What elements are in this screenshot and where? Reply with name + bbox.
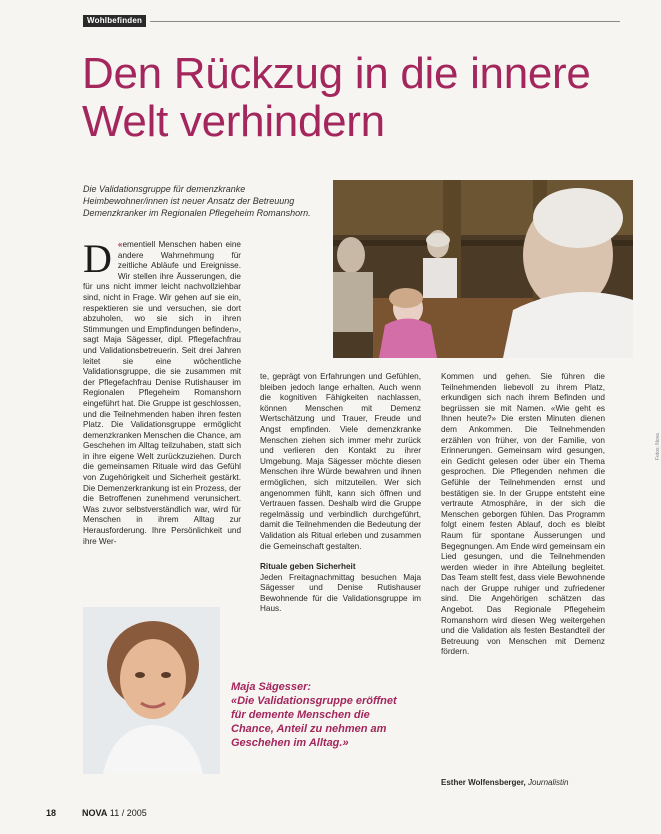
section-rule xyxy=(150,21,620,22)
article-title: Den Rückzug in die innere Welt verhindern xyxy=(82,49,591,146)
footer-magazine xyxy=(82,808,147,818)
dropcap: D xyxy=(83,236,112,281)
photo-credit: Fotos: Nova xyxy=(655,433,661,460)
caption-quote: «Die Validationsgruppe eröffnet für demente Menschen die Chance, Anteil zu nehmen am Geschehen im Alltag.» xyxy=(231,695,397,749)
caption-name: Maja Sägesser: xyxy=(231,681,312,693)
article-column-3 xyxy=(441,372,605,658)
magazine-name: NOVA xyxy=(82,808,108,818)
issue-number: 11 / 2005 xyxy=(109,808,147,818)
portrait-photo xyxy=(83,607,220,774)
subheading: Rituale geben Sicherheit xyxy=(260,562,356,572)
opening-quote-mark: « xyxy=(117,240,123,249)
article-lead: Die Validationsgruppe für demenzkranke Heimbewohner/innen ist neuer Ansatz der Betreuung Demenzkranker im Regionalen Pflegeheim Romanshorn. xyxy=(83,184,311,218)
photo-illustration xyxy=(333,180,633,358)
page-number: 18 xyxy=(46,808,57,818)
column-2-text-2: Jeden Freitagnachmittag besuchen Maja Sägesser und Denise Rutishauser Bewohnende für die Validationsgruppe im Haus. xyxy=(260,572,421,614)
column-1-text: ementiell Menschen haben eine andere Wahrnehmung für zeitliche Abläufe und Ereignisse. Wir stellen ihre Äusserungen, die für uns nicht immer leicht nachvollziehbar sind, nicht in Frage. Wir gehen auf sie ein, respektieren sie und versuchen, sie dort abzuholen, wo sie sich in ihren Stimmungen und Empfindungen befinden», sagt Maja Sägesser, dipl. Pflegefachfrau und Validationsbetreuerin. Seit drei Jahren leitet sie eine wöchentliche Validationsgruppe, die sie zusammen mit der Pflegefachfrau Denise Rutishauser im Regionalen Pflegeheim Romanshorn eingeführt hat. Die Gruppe ist geschlossen, und die Teilnehmenden haben ihren festen Platz. Die Validationsgruppe ermöglicht demenzkranken Menschen die Chance, am Geschehen im Alltag teilzuhaben, statt sich in ihre eigene Welt zurückzuziehen. Durch die gemeinsamen Rituale wird das Gefühl von Zugehörigkeit und Sicherheit gestärkt. Die Demenzerkrankung ist ein Prozess, der die Betroffenen zunehmend verunsichert. Was zuvor selbstverständlich war, wird für Menschen in ihrem Alltag zur Herausforderung. Ihre Persönlichkeit und ihre Wer- xyxy=(83,240,241,546)
column-3-text: Kommen und gehen. Sie führen die Teilnehmenden liebevoll zu ihrem Platz, erkundigen sich nach ihrem Befinden und begrüssen sie mit Namen. «Wie geht es Ihnen heute?» Die ersten Minuten dienen dem Ankommen. Die Teilnehmenden erzählen von früher, von der Familie, von Erinnerungen. Gemeinsam wird gesungen, ein Gedicht gelesen oder über ein Thema gesprochen. Die Pflegenden nehmen die Gefühle der Teilnehmenden ernst und bestätigen sie. In der Gruppe entsteht eine vertraute Atmosphäre, in der sich die Menschen geborgen fühlen. Das Programm folgt einem festen Ablauf, doch es bleibt Raum für spontane Äusserungen und Begegnungen. Am Ende wird gemeinsam ein Lied gesungen, und die Teilnehmenden werden wieder in ihre Abteilung begleitet. Das Team stellt fest, dass viele Bewohnende nach der Gruppe ruhiger und zufriedener sind. Die Angehörigen schätzen das Angebot. Das Regionale Pflegeheim Romanshorn wird diesen Weg weitergehen und die Validation als festen Bestandteil der Betreuung von Menschen mit Demenz fördern. xyxy=(441,372,605,657)
article-column-1 xyxy=(83,236,241,547)
author-role: Journalistin xyxy=(528,778,569,787)
section-tag: Wohlbefinden xyxy=(83,15,146,27)
column-2-text: te, geprägt von Erfahrungen und Gefühlen, bleiben jedoch lange erhalten. Auch wenn die kognitiven Fähigkeiten nachlassen, können Menschen mit Demenz Wertschätzung und Trauer, Freude und Angst empfinden. Viele demenzkranke Menschen ziehen sich immer mehr zurück und verlieren den Kontakt zu ihrer Umgebung. Maja Sägesser möchte diesen Menschen ihre Würde bewahren und ihnen ermöglichen, sich mitzuteilen. Wer sich angenommen fühlt, kann sich öffnen und Vertrauen fassen. Deshalb wird die Gruppe regelmässig und verbindlich durchgeführt, damit die Teilnehmenden die Bedeutung der Validation als Ritual erleben und zusammen die Gemeinschaft gestalten. xyxy=(260,372,421,551)
portrait-illustration xyxy=(83,607,220,774)
article-column-2 xyxy=(260,372,421,615)
photo-validation-group xyxy=(333,180,661,460)
portrait-caption xyxy=(231,680,401,750)
author-credit xyxy=(441,778,568,787)
author-name: Esther Wolfensberger, xyxy=(441,778,526,787)
